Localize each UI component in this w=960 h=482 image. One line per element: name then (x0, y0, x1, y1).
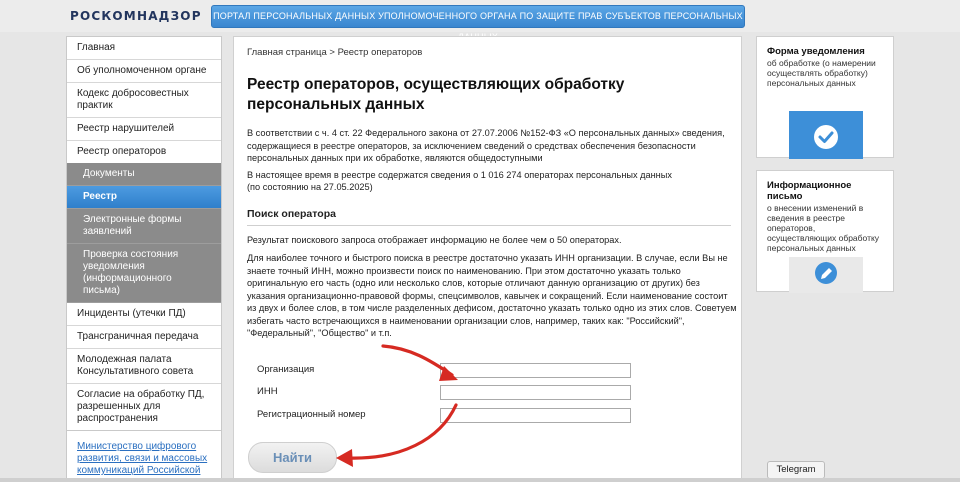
operator-count-text: В настоящее время в реестре содержатся сведения о 1 016 274 операторах персональных данных (247, 170, 672, 180)
organization-label: Организация (257, 364, 315, 375)
sidebar-item-operators[interactable]: Реестр операторов (77, 146, 167, 157)
roskomnadzor-logo[interactable]: РОСКОМНАДЗОР (70, 9, 202, 23)
divider (247, 225, 731, 226)
sidebar-item-code[interactable]: Кодекс добросовестных практик (67, 83, 221, 118)
intro-text: В соответствии с ч. 4 ст. 22 Федерального закона от 27.07.2006 №152-ФЗ «О персональных данных» сведения, содержащиеся в реестре операторов, за исключением сведений о средствах обеспечения безопасности персональных данных при их обработке, являются общедоступными (247, 128, 725, 163)
sidebar-subitem-status-check[interactable]: Проверка состояния уведомления (информационного письма) (67, 244, 221, 303)
find-button[interactable]: Найти (248, 442, 337, 473)
sidebar-item-violators[interactable]: Реестр нарушителей (67, 118, 221, 141)
sidebar-subitem-registry[interactable]: Реестр (67, 186, 221, 209)
card-title: Форма уведомления (767, 46, 865, 57)
search-heading: Поиск оператора (247, 208, 336, 220)
organization-input[interactable] (440, 363, 631, 378)
pencil-icon (789, 257, 863, 293)
telegram-button[interactable]: Telegram (767, 461, 825, 479)
search-help-text: Для наиболее точного и быстрого поиска в реестре достаточно указать ИНН организации. В случае, если Вы не знаете точный ИНН, можно произвести поиск по наименованию. При этом достаточно указать только оригинальную его часть (одно или несколько слов, которые отличают данную организацию от других) без указания организационно-правовой формы, спецсимволов, кавычек и сокращений. Если наименование состоит из двух и более слов, в том числе разделенных дефисом, достаточно указать только одно из этих слов. Советуем избегать часто встречающихся в наименовании организации слов, например, таких как: "Российский", "Федеральный", "Общество" и т.п. (247, 253, 737, 338)
registration-number-label: Регистрационный номер (257, 409, 366, 420)
bottom-strip (0, 478, 960, 482)
sidebar-item-consent[interactable]: Согласие на обработку ПД, разрешенных для распространения (77, 389, 205, 424)
main-content (233, 36, 742, 482)
inn-input[interactable] (440, 385, 631, 400)
sidebar-subitem-forms[interactable]: Электронные формы заявлений (67, 209, 221, 244)
sidebar-item-incidents[interactable]: Инциденты (утечки ПД) (67, 303, 221, 326)
card-text: о внесении изменений в сведения в реестре операторов, осуществляющих обработку персональных данных (767, 203, 880, 253)
card-text: об обработке (о намерении осуществлять обработку) персональных данных (767, 58, 876, 88)
sidebar-item-about[interactable]: Об уполномоченном органе (67, 60, 221, 83)
operator-count-date: (по состоянию на 27.05.2025) (247, 182, 373, 192)
sidebar-item-crossborder[interactable]: Трансграничная передача (67, 326, 221, 349)
check-icon (789, 111, 863, 159)
card-title: Информационное письмо (767, 180, 852, 202)
sidebar-item-home[interactable]: Главная (67, 37, 221, 60)
info-letter-card[interactable] (756, 170, 894, 292)
sidebar-item-youth-chamber[interactable]: Молодежная палата Консультативного совета (67, 349, 221, 384)
breadcrumb[interactable]: Главная страница > Реестр операторов (247, 47, 423, 58)
page-title: Реестр операторов, осуществляющих обработку персональных данных (247, 76, 625, 113)
results-limit-note: Результат поискового запроса отображает информацию не более чем о 50 операторах. (247, 235, 622, 245)
inn-label: ИНН (257, 386, 278, 397)
ministry-link[interactable]: Министерство цифрового развития, связи и массовых коммуникаций Российской (77, 441, 208, 476)
ministry-box (66, 430, 222, 482)
left-nav (66, 36, 222, 431)
notification-form-card[interactable] (756, 36, 894, 158)
sidebar-subitem-documents[interactable]: Документы (67, 163, 221, 186)
registration-number-input[interactable] (440, 408, 631, 423)
portal-banner[interactable]: ПОРТАЛ ПЕРСОНАЛЬНЫХ ДАННЫХ УПОЛНОМОЧЕННОГО ОРГАНА ПО ЗАЩИТЕ ПРАВ СУБЪЕКТОВ ПЕРСОНАЛЬНЫХ (211, 5, 745, 28)
